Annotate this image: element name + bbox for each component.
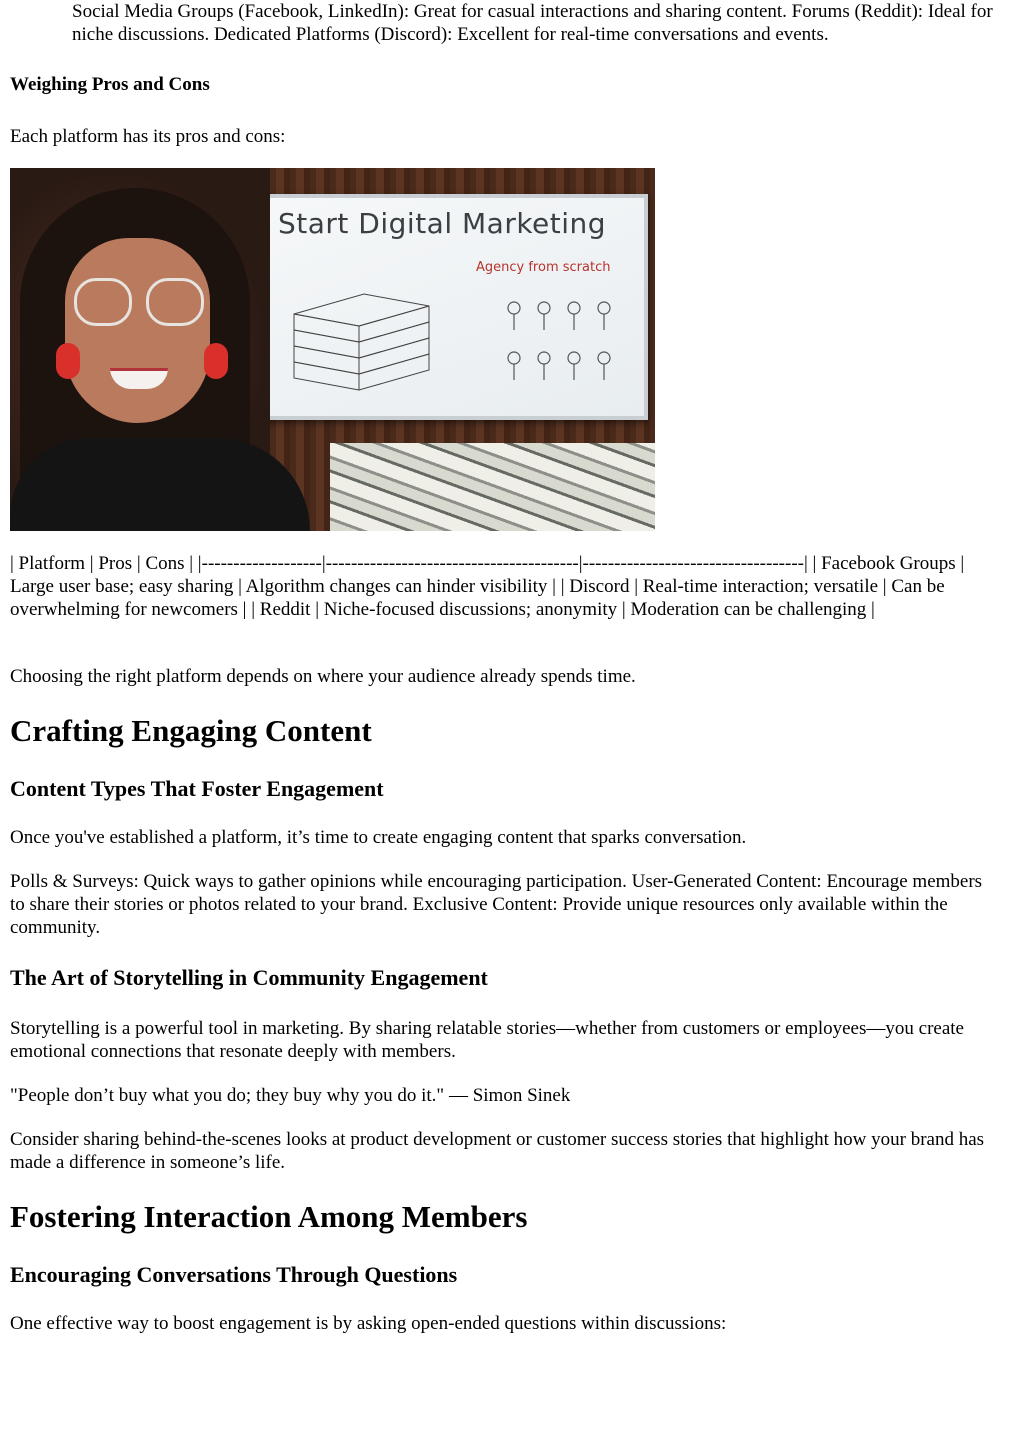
platform-choice-text: Choosing the right platform depends on where your audience already spends time. [10, 666, 636, 687]
fostering-interaction-heading: Fostering Interaction Among Members [10, 1199, 528, 1234]
article-image [10, 168, 655, 531]
whiteboard [240, 194, 648, 420]
content-types-heading: Content Types That Foster Engagement [10, 776, 384, 801]
money-pile [330, 443, 655, 531]
earring-right [204, 343, 228, 379]
storytelling-paragraph: Storytelling is a powerful tool in marketing. By sharing relatable stories—whether from customers or employees—you create emotional connections that resonate deeply with members. [10, 1018, 964, 1062]
earring-left [56, 343, 80, 379]
whiteboard-subtitle: Agency from scratch [476, 260, 611, 275]
crafting-content-heading: Crafting Engaging Content [10, 713, 372, 748]
platform-list-text: Social Media Groups (Facebook, LinkedIn): Great for casual interactions and sharing content. Forums (Reddit): Ideal for niche discussions. Dedicated Platforms (Discord): Excellent for real-time conversations and events. [72, 1, 993, 45]
stick-figures [499, 288, 629, 398]
portrait-shirt [10, 438, 310, 531]
whiteboard-title: Start Digital Marketing [278, 207, 607, 240]
portrait-face [65, 238, 210, 423]
questions-paragraph: One effective way to boost engagement is by asking open-ended questions within discussions: [10, 1313, 727, 1334]
content-types-list: Polls & Surveys: Quick ways to gather opinions while encouraging participation. User-Generated Content: Encourage members to share their stories or photos related to your brand. Exclusive Content: Provide unique resources only available within the community. [10, 871, 983, 938]
glasses-left [74, 278, 132, 326]
pros-cons-intro: Each platform has its pros and cons: [10, 126, 286, 147]
simon-sinek-quote: "People don’t buy what you do; they buy why you do it." — Simon Sinek [10, 1085, 571, 1106]
glasses-right [146, 278, 204, 326]
pros-cons-table-text: | Platform | Pros | Cons | |-------------------|----------------------------------------|-----------------------------------| | Facebook Groups | Large user base; easy sharing | Algorithm changes can hinder visibility | | Discord | Real-time interaction; versatile | Can be overwhelming for newcomers | | Reddit | Niche-focused discussions; anonymity | Moderation can be challenging | [10, 553, 965, 620]
conversations-heading: Encouraging Conversations Through Questions [10, 1262, 458, 1287]
behind-scenes-paragraph: Consider sharing behind-the-scenes looks at product development or customer success stories that highlight how your brand has made a difference in someone’s life. [10, 1129, 985, 1173]
pros-cons-heading: Weighing Pros and Cons [10, 74, 210, 95]
content-types-intro: Once you've established a platform, it’s time to create engaging content that sparks conversation. [10, 827, 747, 848]
storytelling-heading: The Art of Storytelling in Community Engagement [10, 965, 488, 990]
framework-diagram [284, 284, 434, 404]
